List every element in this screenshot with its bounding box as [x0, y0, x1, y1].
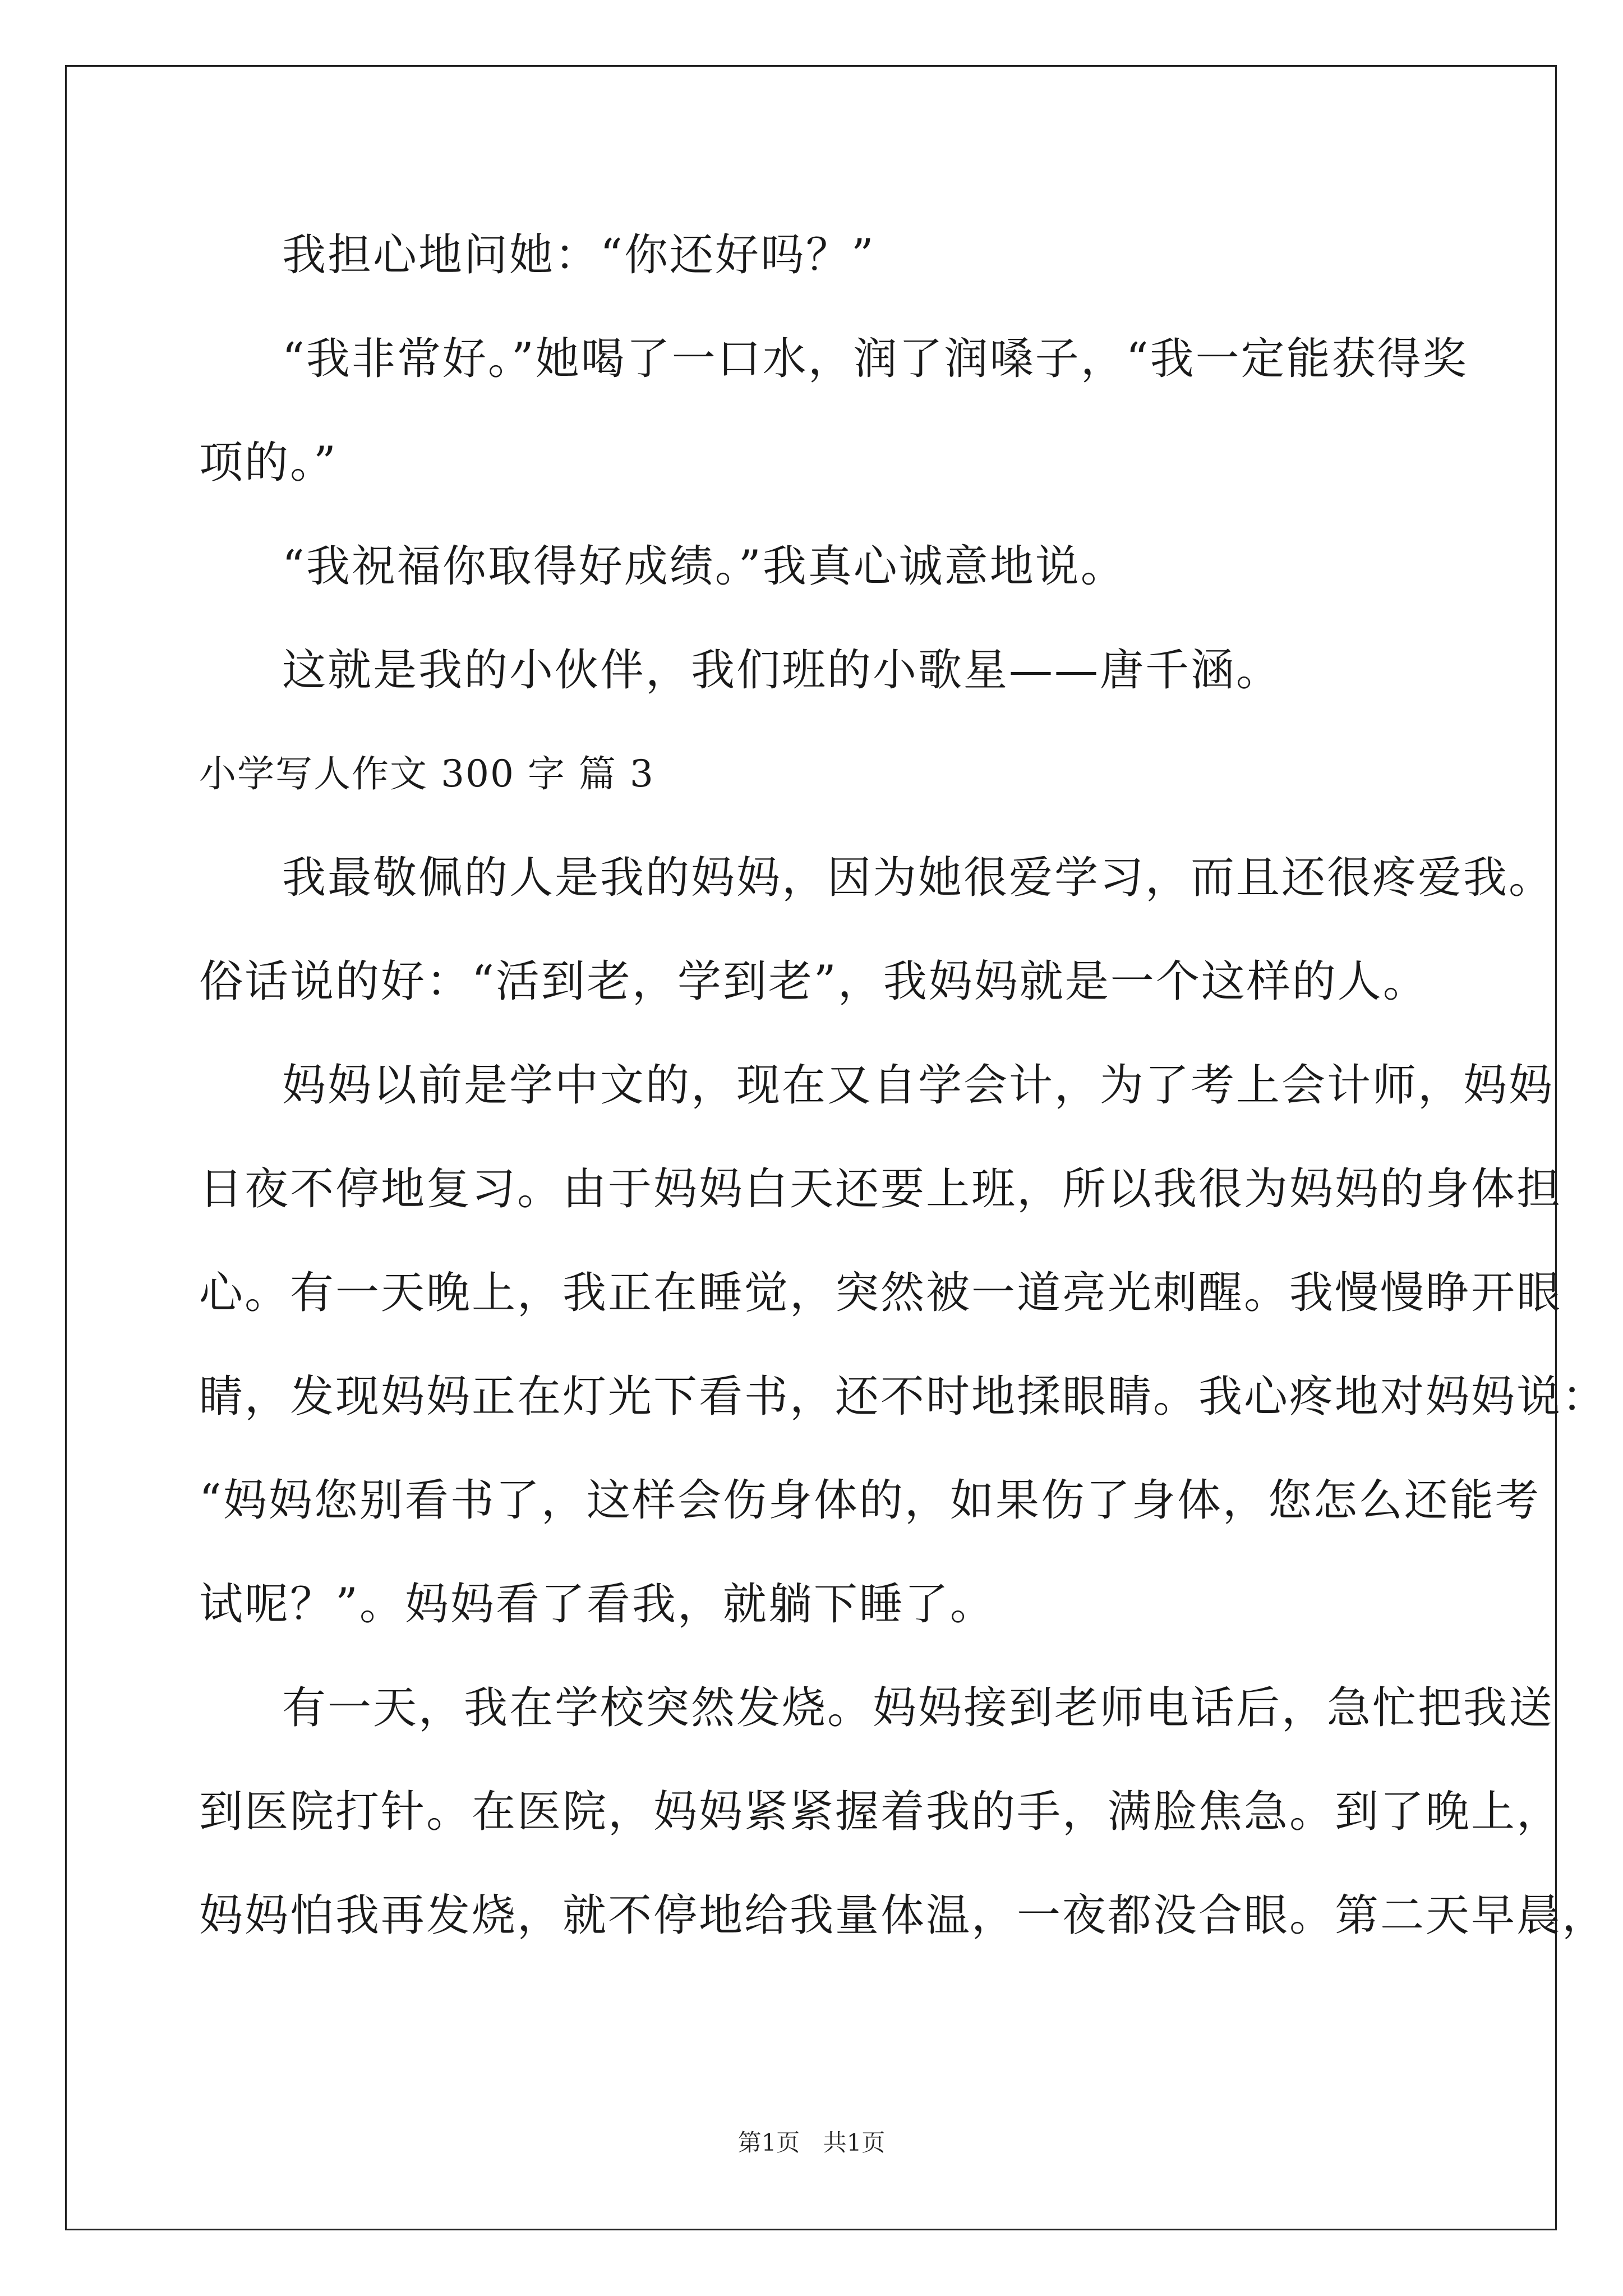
page-footer	[0, 2126, 1623, 2160]
text-line: 到医院打针。在医院，妈妈紧紧握着我的手，满脸焦急。到了晚上，	[199, 1787, 1562, 1837]
text-line: 我担心地问她：“你还好吗？”	[282, 230, 875, 280]
page-total: 共1页	[823, 2129, 886, 2156]
text-line: 睛，发现妈妈正在灯光下看书，还不时地揉眼睛。我心疼地对妈妈说：	[199, 1372, 1608, 1422]
text-line: 妈妈以前是学中文的，现在又自学会计，为了考上会计师，妈妈	[282, 1060, 1555, 1111]
text-line: “妈妈您别看书了，这样会伤身体的，如果伤了身体，您怎么还能考	[199, 1475, 1541, 1526]
text-line: 试呢？”。妈妈看了看我，就躺下睡了。	[199, 1579, 995, 1630]
text-line: 有一天，我在学校突然发烧。妈妈接到老师电话后，急忙把我送	[282, 1683, 1555, 1733]
text-line: 日夜不停地复习。由于妈妈白天还要上班，所以我很为妈妈的身体担	[199, 1164, 1562, 1214]
text-line: 心。有一天晚上，我正在睡觉，突然被一道亮光刺醒。我慢慢睁开眼	[199, 1268, 1562, 1318]
text-line: “我非常好。”她喝了一口水，润了润嗓子，“我一定能获得奖	[282, 334, 1468, 384]
text-line: 我最敬佩的人是我的妈妈，因为她很爱学习，而且还很疼爱我。	[282, 853, 1555, 903]
text-line: “我祝福你取得好成绩。”我真心诚意地说。	[282, 541, 1126, 592]
text-line: 这就是我的小伙伴，我们班的小歌星——唐千涵。	[282, 645, 1282, 696]
text-line: 妈妈怕我再发烧，就不停地给我量体温，一夜都没合眼。第二天早晨，	[199, 1890, 1608, 1941]
page-number: 第1页	[737, 2129, 800, 2156]
text-line: 项的。”	[199, 438, 338, 488]
text-line: 俗话说的好：“活到老，学到老”，我妈妈就是一个这样的人。	[199, 956, 1428, 1007]
section-heading: 小学写人作文 300 字 篇 3	[199, 752, 654, 795]
